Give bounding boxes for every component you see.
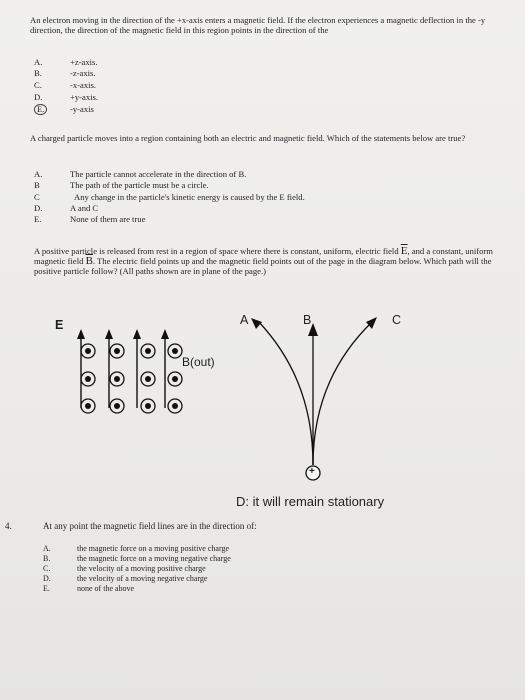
path-c-curve xyxy=(313,322,372,465)
b-out-dot-icon xyxy=(141,344,155,358)
b-field-dots-grid xyxy=(81,344,182,413)
b-out-dot-icon xyxy=(168,399,182,413)
circled-answer-mark: E. xyxy=(34,104,47,115)
b-out-dot-icon xyxy=(110,372,124,386)
b-out-dot-icon xyxy=(110,399,124,413)
b-out-dot-icon xyxy=(168,344,182,358)
q4-stem: At any point the magnetic field lines are in the direction of: xyxy=(43,521,257,531)
b-out-dot-icon xyxy=(141,372,155,386)
path-a-curve xyxy=(258,321,313,465)
e-field-label: E xyxy=(55,318,64,332)
e-vector-symbol: $\overline{E}$ xyxy=(400,245,408,257)
q2-stem: A charged particle moves into a region containing both an electric and magnetic field. Which of the statements below are true? xyxy=(30,133,466,143)
b-out-dot-icon xyxy=(81,399,95,413)
b-out-dot-icon xyxy=(168,372,182,386)
b-out-dot-icon xyxy=(81,344,95,358)
path-label-b: B xyxy=(303,313,312,327)
b-vector-symbol: $\overline{B}$ xyxy=(85,255,93,268)
b-out-dot-icon xyxy=(81,372,95,386)
q1-stem: An electron moving in the direction of the +x-axis enters a magnetic field. If the electron experiences a magnetic deflection in the -y direction, the direction of the magnetic field in this region points in the direction of the xyxy=(30,15,486,36)
q4-number: 4. xyxy=(5,521,12,531)
worksheet-page: An electron moving in the direction of the +x-axis enters a magnetic field. If the electron experiences a magnetic deflection in the -y direction, the direction of the magnetic field in this region points in the direction of the A. +z-axis. B. -z-axis. C. -x-axis. D. +y-axis. E. -y-axis A charged particle moves into a region containing both an electric and magnetic field. Which of the statements below are true? A. The particle cannot accelerate in the direction of B. B The path of the particle must be a circle. C Any change in the particle's kinetic energy is caused by the E field. D. A and C E. None of them are true A positive particle is released from rest in a region of space where there is constant, uniform, electric field $\overline{E}$, and a constant, uniform magnetic field $\overline{B}$. The electric field points up and the magnetic field points out of the page in the diagram below. Which path will the positive particle follow? (All paths shown are in plane of the page.) E B(out) A B C + D: it will remain stationary 4. At any point the magnetic field lines are in the direction of: A. the magnetic force on a moving positive charge B. the magnetic force on a moving negative charge C. the velocity of a moving positive charge D. the velocity of a moving negative charge E. none of the above xyxy=(0,0,525,700)
path-label-c: C xyxy=(392,313,402,327)
charge-plus-sign: + xyxy=(309,466,315,477)
path-label-a: A xyxy=(240,313,249,327)
q3-option-d: D: it will remain stationary xyxy=(236,494,385,509)
q3-stem: A positive particle is released from rest in a region of space where there is constant, uniform, electric field $\overline{E}$, and a constant, uniform magnetic field $\overline{B}$. The electric field points up and the magnetic field points out of the page in the diagram below. Which path will the positive particle follow? (All paths shown are in plane of the page.) xyxy=(34,245,493,277)
b-out-dot-icon xyxy=(141,399,155,413)
b-out-label: B(out) xyxy=(182,355,215,369)
b-out-dot-icon xyxy=(110,344,124,358)
